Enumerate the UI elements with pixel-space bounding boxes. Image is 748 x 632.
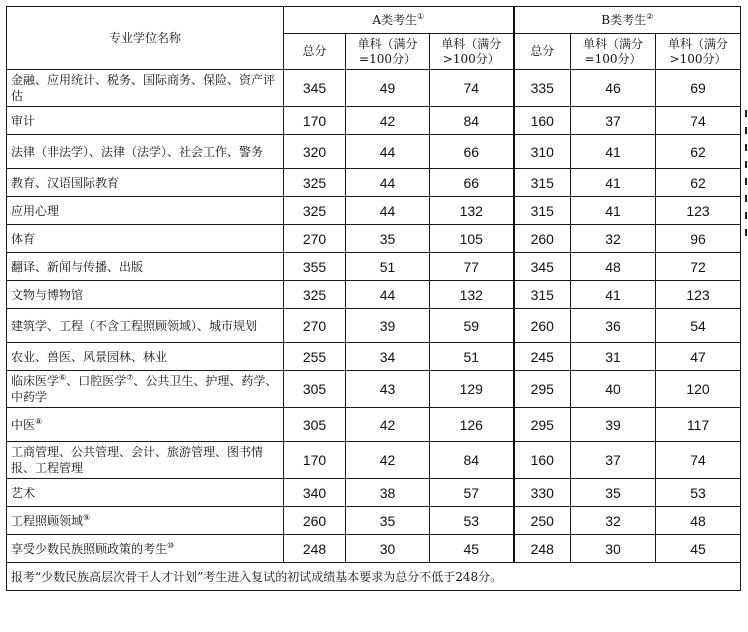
b-total: 250 [514,507,571,535]
score-table [6,6,741,591]
a-single-100: 44 [346,135,430,169]
a-total: 305 [284,371,346,408]
a-single-100: 51 [346,253,430,281]
table-row [7,197,741,225]
b-single-gt100: 62 [656,169,741,197]
a-single-gt100: 53 [430,507,514,535]
a-total: 260 [284,507,346,535]
b-total: 315 [514,169,571,197]
table-row [7,343,741,371]
a-single-gt100: 105 [430,225,514,253]
score-table-container [6,6,740,591]
a-total: 355 [284,253,346,281]
header-name-col: 专业学位名称 [7,7,284,70]
table-row [7,107,741,135]
table-row [7,535,741,563]
b-total: 160 [514,442,571,479]
header-b-single-100: 单科（满分 =100分） [571,34,656,70]
b-single-gt100: 74 [656,107,741,135]
a-total: 270 [284,225,346,253]
b-single-100: 37 [571,107,656,135]
a-total: 248 [284,535,346,563]
a-single-gt100: 66 [430,135,514,169]
b-single-gt100: 96 [656,225,741,253]
row-name: 农业、兽医、风景园林、林业 [7,343,284,371]
table-body [7,70,741,591]
page-edge-marks [742,110,748,310]
footnote-row [7,563,741,591]
edge-mark [745,178,747,185]
a-total: 325 [284,169,346,197]
b-single-100: 48 [571,253,656,281]
a-single-gt100: 66 [430,169,514,197]
b-single-100: 41 [571,197,656,225]
b-single-gt100: 48 [656,507,741,535]
table-row [7,442,741,479]
b-total: 260 [514,225,571,253]
header-b-total: 总分 [514,34,571,70]
a-total: 325 [284,197,346,225]
b-single-gt100: 123 [656,281,741,309]
a-single-gt100: 74 [430,70,514,107]
b-single-gt100: 69 [656,70,741,107]
a-single-gt100: 84 [430,442,514,479]
edge-mark [745,229,747,236]
a-single-gt100: 45 [430,535,514,563]
a-single-100: 42 [346,107,430,135]
header-a-total: 总分 [284,34,346,70]
a-total: 270 [284,309,346,343]
b-single-100: 39 [571,408,656,442]
a-single-gt100: 129 [430,371,514,408]
a-total: 305 [284,408,346,442]
a-single-gt100: 77 [430,253,514,281]
row-name: 工程照顾领域⑨ [7,507,284,535]
header-group-a: A类考生① [284,7,514,34]
b-single-100: 31 [571,343,656,371]
b-single-100: 32 [571,225,656,253]
row-name: 艺术 [7,479,284,507]
b-single-gt100: 74 [656,442,741,479]
b-single-gt100: 54 [656,309,741,343]
b-single-100: 41 [571,135,656,169]
a-single-100: 39 [346,309,430,343]
b-single-gt100: 72 [656,253,741,281]
a-total: 255 [284,343,346,371]
row-name: 金融、应用统计、税务、国际商务、保险、资产评估 [7,70,284,107]
row-name: 审计 [7,107,284,135]
b-total: 295 [514,408,571,442]
a-single-gt100: 132 [430,281,514,309]
header-a-single-100: 单科（满分 =100分） [346,34,430,70]
row-name: 翻译、新闻与传播、出版 [7,253,284,281]
row-name: 教育、汉语国际教育 [7,169,284,197]
header-group-b: B类考生② [514,7,741,34]
b-single-gt100: 45 [656,535,741,563]
b-single-gt100: 120 [656,371,741,408]
row-name: 建筑学、工程（不含工程照顾领域）、城市规划 [7,309,284,343]
table-row [7,408,741,442]
b-single-gt100: 53 [656,479,741,507]
b-total: 260 [514,309,571,343]
a-total: 170 [284,107,346,135]
a-single-100: 44 [346,169,430,197]
b-total: 295 [514,371,571,408]
a-single-100: 44 [346,281,430,309]
a-single-gt100: 59 [430,309,514,343]
edge-mark [745,161,747,168]
a-single-gt100: 51 [430,343,514,371]
table-row [7,135,741,169]
row-name: 文物与博物馆 [7,281,284,309]
b-total: 245 [514,343,571,371]
a-single-gt100: 126 [430,408,514,442]
table-row [7,169,741,197]
a-single-100: 43 [346,371,430,408]
edge-mark [745,127,747,134]
row-name: 享受少数民族照顾政策的考生⑩ [7,535,284,563]
a-single-100: 42 [346,408,430,442]
table-row [7,479,741,507]
b-single-100: 46 [571,70,656,107]
a-total: 170 [284,442,346,479]
table-row [7,70,741,107]
b-single-100: 41 [571,281,656,309]
edge-mark [745,144,747,151]
a-single-100: 38 [346,479,430,507]
b-total: 315 [514,281,571,309]
a-single-100: 35 [346,225,430,253]
b-total: 345 [514,253,571,281]
b-single-100: 41 [571,169,656,197]
table-row [7,507,741,535]
table-row [7,253,741,281]
table-header [7,7,741,70]
b-single-100: 35 [571,479,656,507]
a-single-100: 49 [346,70,430,107]
a-single-gt100: 84 [430,107,514,135]
b-single-100: 37 [571,442,656,479]
b-total: 335 [514,70,571,107]
a-single-100: 42 [346,442,430,479]
b-total: 160 [514,107,571,135]
footnote: 报考“少数民族高层次骨干人才计划”考生进入复试的初试成绩基本要求为总分不低于248分。 [7,563,741,591]
a-total: 345 [284,70,346,107]
b-total: 310 [514,135,571,169]
row-name: 工商管理、公共管理、会计、旅游管理、图书情报、工程管理 [7,442,284,479]
b-total: 330 [514,479,571,507]
b-single-100: 36 [571,309,656,343]
a-single-100: 34 [346,343,430,371]
table-row [7,225,741,253]
row-name: 中医⑧ [7,408,284,442]
b-single-100: 32 [571,507,656,535]
a-total: 340 [284,479,346,507]
header-a-single-gt100: 单科（满分 >100分） [430,34,514,70]
a-single-gt100: 132 [430,197,514,225]
table-row [7,309,741,343]
a-single-100: 35 [346,507,430,535]
b-total: 248 [514,535,571,563]
edge-mark [745,212,747,219]
row-name: 体育 [7,225,284,253]
edge-mark [745,110,747,117]
table-row [7,371,741,408]
b-single-gt100: 47 [656,343,741,371]
a-single-100: 44 [346,197,430,225]
b-single-gt100: 123 [656,197,741,225]
table-row [7,281,741,309]
row-name: 应用心理 [7,197,284,225]
b-single-100: 40 [571,371,656,408]
b-total: 315 [514,197,571,225]
a-single-gt100: 57 [430,479,514,507]
edge-mark [745,195,747,202]
b-single-gt100: 117 [656,408,741,442]
a-total: 325 [284,281,346,309]
b-single-gt100: 62 [656,135,741,169]
header-b-single-gt100: 单科（满分 >100分） [656,34,741,70]
b-single-100: 30 [571,535,656,563]
a-single-100: 30 [346,535,430,563]
row-name: 临床医学⑥、口腔医学⑦、公共卫生、护理、药学、中药学 [7,371,284,408]
row-name: 法律（非法学）、法律（法学）、社会工作、警务 [7,135,284,169]
a-total: 320 [284,135,346,169]
